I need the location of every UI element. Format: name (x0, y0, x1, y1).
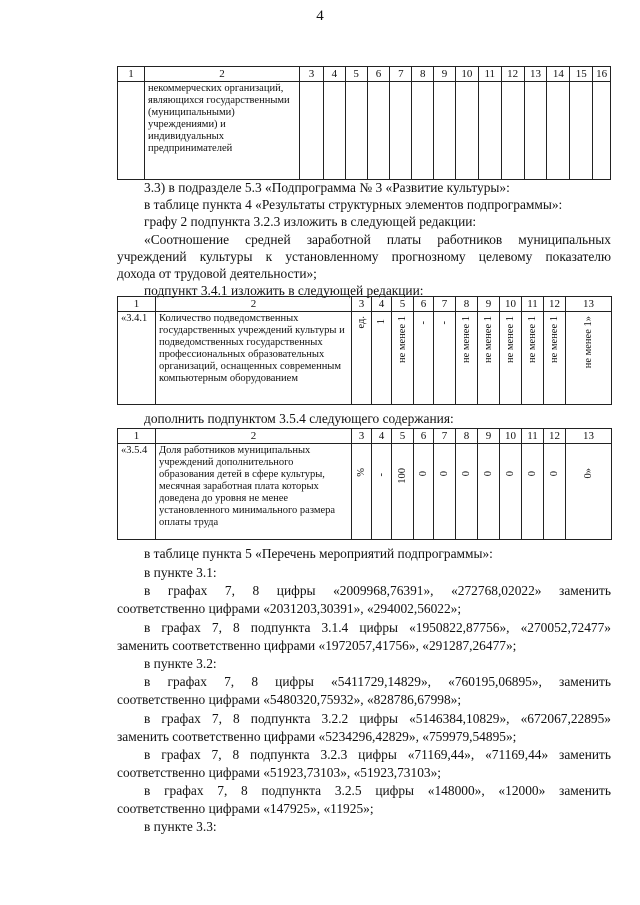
table-header-row (118, 297, 612, 312)
paragraph: соответственно цифрами «147925», «11925»; (117, 801, 374, 816)
table-row (118, 312, 612, 405)
header-cell: 7 (434, 429, 456, 444)
header-cell: 9 (478, 429, 500, 444)
header-cell: 4 (323, 67, 345, 82)
paragraph: «Соотношение средней заработной платы работников муниципальных (144, 232, 611, 247)
header-cell: 14 (547, 67, 570, 82)
description-cell: некоммерческих организаций, являющихся государственными (муниципальными) учреждениями) и индивидуальных предпринимателей (145, 82, 300, 180)
paragraph: заменить соответственно цифрами «1972057,41756», «291287,26477»; (117, 638, 517, 653)
header-cell: 2 (156, 297, 352, 312)
item-number: «3.4.1 (118, 312, 156, 405)
header-cell: 5 (392, 297, 414, 312)
header-cell: 10 (500, 429, 522, 444)
paragraph: в графах 7, 8 подпункта 3.1.4 цифры «1950822,87756», «270052,72477» (144, 620, 611, 635)
paragraph: дополнить подпунктом 3.5.4 следующего содержания: (144, 411, 454, 426)
header-cell: 12 (544, 429, 566, 444)
header-cell: 9 (434, 67, 456, 82)
paragraph: учреждений культуры к установленному прогнозному целевому показателю (117, 249, 611, 264)
value-cell: 0» (582, 468, 594, 479)
value-cell: - (438, 320, 450, 324)
value-cell: ед. (355, 316, 367, 329)
value-cell: 0 (438, 470, 450, 476)
paragraph: в графах 7, 8 подпункта 3.2.5 цифры «148000», «12000» заменить (144, 783, 611, 798)
value-cell: не менее 1» (582, 316, 594, 369)
header-cell: 11 (522, 297, 544, 312)
header-cell: 3 (300, 67, 324, 82)
header-cell: 13 (566, 429, 612, 444)
paragraph: в пункте 3.2: (144, 656, 217, 671)
value-cell: 0 (417, 470, 429, 476)
header-cell: 4 (372, 297, 392, 312)
paragraph: графу 2 подпункта 3.2.3 изложить в следующей редакции: (144, 214, 477, 229)
value-cell: % (355, 468, 367, 477)
header-cell: 12 (544, 297, 566, 312)
page-number: 4 (316, 8, 324, 24)
paragraph: соответственно цифрами «51923,73103», «51923,73103»; (117, 765, 442, 780)
paragraph: в графах 7, 8 подпункта 3.2.2 цифры «5146384,10829», «672067,22895» (144, 711, 611, 726)
header-cell: 16 (593, 67, 611, 82)
header-cell: 11 (522, 429, 544, 444)
paragraph: в пункте 3.1: (144, 565, 217, 580)
value-cell: не менее 1 (526, 316, 538, 364)
paragraph: дохода от трудовой деятельности»; (117, 266, 317, 281)
value-cell: 0 (526, 470, 538, 476)
value-cell: 0 (482, 470, 494, 476)
item-number: «3.5.4 (118, 444, 156, 540)
header-cell: 7 (434, 297, 456, 312)
header-cell: 1 (118, 429, 156, 444)
table-3-4-1 (117, 296, 612, 405)
table-header-row (118, 67, 611, 82)
value-cell: - (375, 472, 387, 476)
value-cell: 0 (504, 470, 516, 476)
value-cell: не менее 1 (396, 316, 408, 364)
header-cell: 6 (414, 429, 434, 444)
value-cell: - (417, 320, 429, 324)
paragraph: в графах 7, 8 подпункта 3.2.3 цифры «71169,44», «71169,44» заменить (144, 747, 611, 762)
header-cell: 4 (372, 429, 392, 444)
header-cell: 12 (501, 67, 524, 82)
paragraph: подпункт 3.4.1 изложить в следующей редакции: (144, 283, 424, 298)
value-cell: 100 (396, 468, 408, 484)
paragraph: 3.3) в подразделе 5.3 «Подпрограмма № 3 «Развитие культуры»: (144, 180, 510, 195)
paragraph: в пункте 3.3: (144, 819, 217, 834)
table-3-5-4 (117, 428, 612, 540)
table-continuation (117, 66, 611, 180)
value-cell: не менее 1 (548, 316, 560, 364)
description-cell: Количество подведомственных государственных учреждений культуры и подведомственных государственных профессиональных образовательных организаций, оснащенных современным компьютерным оборудованием (156, 312, 352, 405)
header-cell: 10 (455, 67, 478, 82)
header-cell: 6 (367, 67, 390, 82)
value-cell: не менее 1 (504, 316, 516, 364)
header-cell: 13 (566, 297, 612, 312)
header-cell: 2 (145, 67, 300, 82)
header-cell: 15 (570, 67, 593, 82)
value-cell: не менее 1 (482, 316, 494, 364)
description-cell: Доля работников муниципальных учреждений дополнительного образования детей в сфере культуры, месячная заработная плата которых доведена до уровня не менее установленного минимального размера оплаты труда (156, 444, 352, 540)
header-cell: 8 (456, 297, 478, 312)
header-cell: 7 (390, 67, 412, 82)
header-cell: 5 (392, 429, 414, 444)
value-cell: 1 (375, 318, 387, 324)
paragraph: соответственно цифрами «5480320,75932», «828786,67998»; (117, 692, 462, 707)
paragraph: заменить соответственно цифрами «5234296,42829», «759979,54895»; (117, 729, 517, 744)
header-cell: 8 (456, 429, 478, 444)
header-cell: 11 (478, 67, 501, 82)
header-cell: 3 (352, 297, 372, 312)
header-cell: 8 (412, 67, 434, 82)
header-cell: 6 (414, 297, 434, 312)
header-cell: 5 (345, 67, 367, 82)
value-cell: не менее 1 (460, 316, 472, 364)
paragraph: в таблице пункта 4 «Результаты структурных элементов подпрограммы»: (144, 197, 563, 212)
table-header-row (118, 429, 612, 444)
paragraph: в графах 7, 8 цифры «5411729,14829», «760195,06895», заменить (144, 674, 611, 689)
value-cell: 0 (460, 470, 472, 476)
paragraph: соответственно цифрами «2031203,30391», «294002,56022»; (117, 601, 462, 616)
header-cell: 9 (478, 297, 500, 312)
header-cell: 1 (118, 297, 156, 312)
header-cell: 10 (500, 297, 522, 312)
header-cell: 1 (118, 67, 145, 82)
paragraph: в таблице пункта 5 «Перечень мероприятий подпрограммы»: (144, 546, 493, 561)
header-cell: 2 (156, 429, 352, 444)
table-row (118, 444, 612, 540)
paragraph: в графах 7, 8 цифры «2009968,76391», «272768,02022» заменить (144, 583, 611, 598)
value-cell: 0 (548, 470, 560, 476)
table-row (118, 82, 611, 180)
header-cell: 3 (352, 429, 372, 444)
header-cell: 13 (524, 67, 547, 82)
